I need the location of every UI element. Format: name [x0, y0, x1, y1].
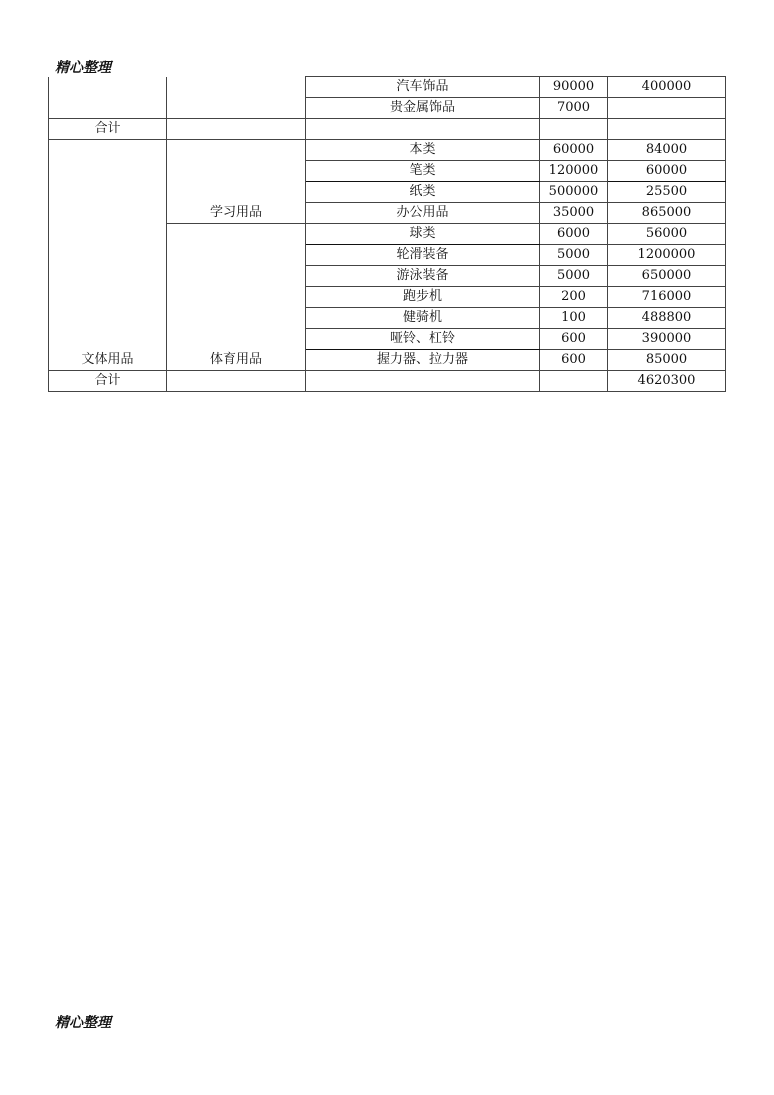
qty-cell: 6000: [540, 224, 608, 245]
amount-cell: 85000: [608, 350, 726, 371]
item-cell: 跑步机: [306, 287, 540, 308]
page-header-text: 精心整理: [55, 60, 111, 76]
subtotal-row: [49, 119, 726, 140]
subtotal-label: 合计: [49, 371, 167, 392]
amount-cell: 1200000: [608, 245, 726, 266]
subtotal-label: 合计: [49, 119, 167, 140]
item-cell: 球类: [306, 224, 540, 245]
item-cell: 健骑机: [306, 308, 540, 329]
qty-cell: 35000: [540, 203, 608, 224]
amount-cell: 84000: [608, 140, 726, 161]
amount-cell: 25500: [608, 182, 726, 203]
subtotal-amount: [608, 119, 726, 140]
item-cell: 汽车饰品: [306, 77, 540, 98]
table-row: [49, 140, 726, 161]
page-footer-text: 精心整理: [55, 1015, 111, 1031]
item-cell: 纸类: [306, 182, 540, 203]
amount-cell: 865000: [608, 203, 726, 224]
amount-cell: 60000: [608, 161, 726, 182]
qty-cell: 200: [540, 287, 608, 308]
item-cell: 本类: [306, 140, 540, 161]
qty-cell: 60000: [540, 140, 608, 161]
subcategory-cell: 体育用品: [167, 224, 306, 371]
qty-cell: 100: [540, 308, 608, 329]
amount-cell: 716000: [608, 287, 726, 308]
subtotal-row: [49, 371, 726, 392]
qty-cell: 120000: [540, 161, 608, 182]
qty-cell: 5000: [540, 266, 608, 287]
category-cell: 文体用品: [49, 140, 167, 371]
amount-cell: 650000: [608, 266, 726, 287]
table-row: [49, 77, 726, 98]
subtotal-amount: 4620300: [608, 371, 726, 392]
item-cell: 哑铃、杠铃: [306, 329, 540, 350]
item-cell: 游泳装备: [306, 266, 540, 287]
amount-cell: 56000: [608, 224, 726, 245]
item-cell: 笔类: [306, 161, 540, 182]
amount-cell: 390000: [608, 329, 726, 350]
amount-cell: [608, 98, 726, 119]
category-cell-empty: [49, 77, 167, 119]
qty-cell: 90000: [540, 77, 608, 98]
qty-cell: 600: [540, 350, 608, 371]
subcategory-cell: 学习用品: [167, 140, 306, 224]
qty-cell: 600: [540, 329, 608, 350]
item-cell: 握力器、拉力器: [306, 350, 540, 371]
goods-table: [48, 76, 726, 392]
item-cell: 办公用品: [306, 203, 540, 224]
subcategory-cell-empty: [167, 77, 306, 119]
item-cell: 轮滑装备: [306, 245, 540, 266]
qty-cell: 500000: [540, 182, 608, 203]
amount-cell: 488800: [608, 308, 726, 329]
amount-cell: 400000: [608, 77, 726, 98]
item-cell: 贵金属饰品: [306, 98, 540, 119]
qty-cell: 5000: [540, 245, 608, 266]
qty-cell: 7000: [540, 98, 608, 119]
